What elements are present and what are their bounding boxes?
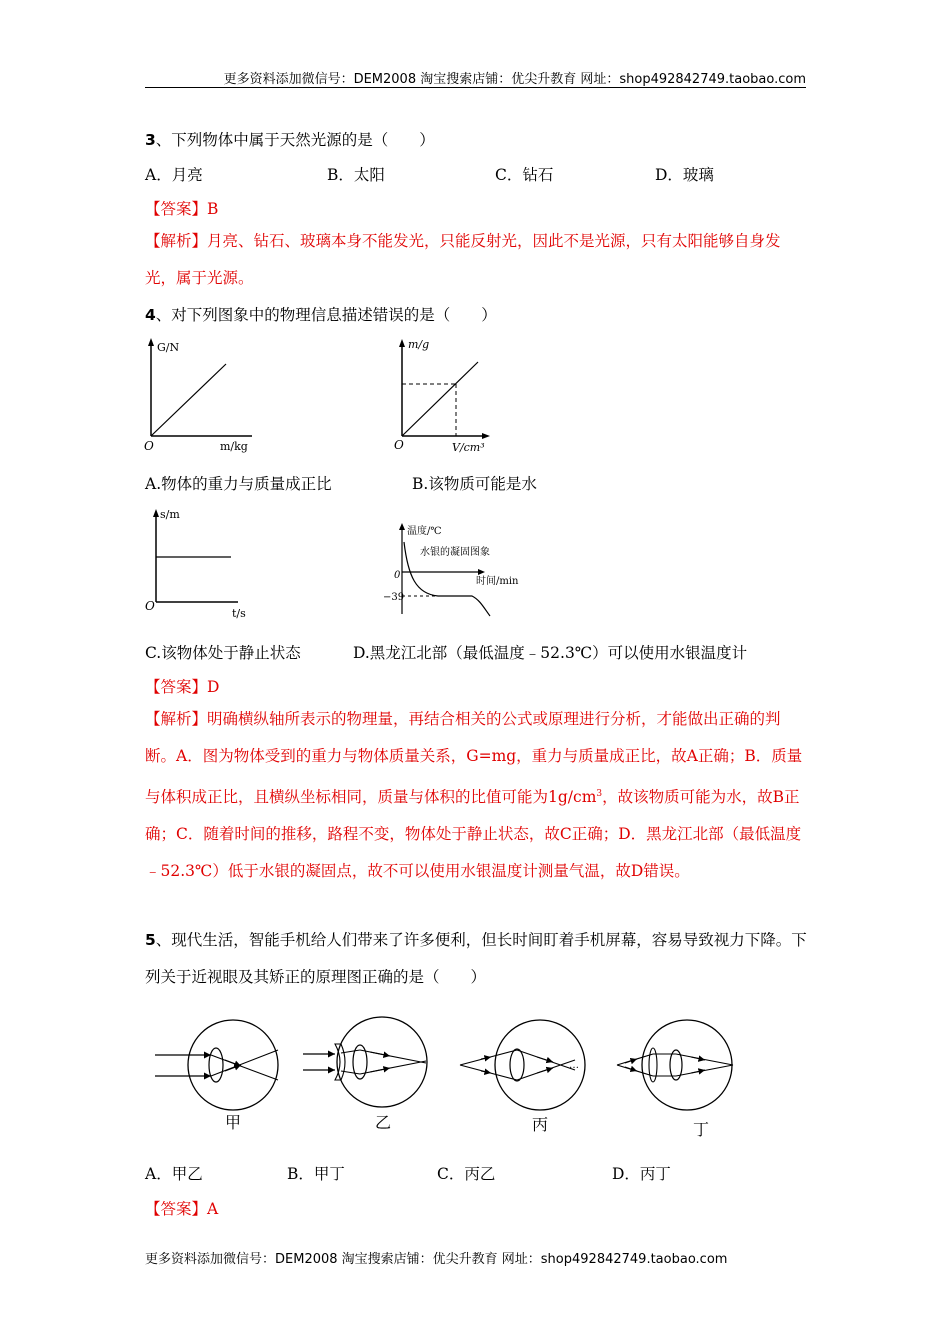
page-footer: 更多资料添加微信号：DEM2008 淘宝搜索店铺：优尖升教育 网址：shop492842749.taobao.com — [145, 1252, 728, 1267]
q5-stem — [145, 922, 807, 997]
q3-stem — [145, 128, 435, 150]
q4-answer-tag: 【答案】 — [145, 678, 208, 696]
graph-a-line — [151, 364, 226, 436]
eye-diagram-jia — [155, 1020, 278, 1110]
graph-d-tick: −39 — [383, 592, 405, 603]
graph-b-xlabel: V/cm³ — [452, 441, 485, 454]
graph-c-xlabel: t/s — [232, 607, 246, 620]
q4-analysis-part1: 【解析】明确横纵轴所表示的物理量，再结合相关的公式或原理进行分析，才能做出正确的判断。A．图为物体受到的重力与物体质量关系，G=mg，重力与质量成正比，故A正确；B．质量与体积成正比，且横纵坐标相同，质量与体积的比值可能为1g/cm — [145, 710, 803, 806]
graph-a-origin: O — [144, 439, 154, 453]
eye-diagram-bing — [460, 1020, 585, 1110]
q5-number: 5 — [145, 931, 156, 949]
q5-stem-text: 、现代生活，智能手机给人们带来了许多便利，但长时间盯着手机屏幕，容易导致视力下降。下列关于近视眼及其矫正的原理图正确的是（ ） — [145, 931, 807, 987]
q3-option-d: D．玻璃 — [655, 166, 714, 184]
graph-d-zero: 0 — [394, 570, 401, 581]
eye-diagram-ding — [617, 1020, 733, 1110]
graph-d-x-arrow-icon — [478, 569, 485, 575]
q3-number: 3 — [145, 131, 156, 149]
graph-b-y-arrow-icon — [399, 339, 405, 347]
graph-d-ylabel: 温度/℃ — [407, 526, 442, 537]
graph-b-x-arrow-icon — [482, 433, 490, 439]
q5-answer-tag: 【答案】 — [145, 1200, 208, 1218]
graph-d-xlabel: 时间/min — [476, 576, 519, 587]
q4-analysis — [145, 701, 807, 891]
graph-c-y-arrow-icon — [153, 509, 159, 517]
graph-b-origin: O — [394, 438, 404, 452]
eye-diagram-yi — [303, 1017, 427, 1107]
q4-number: 4 — [145, 306, 156, 324]
q5-option-d: D．丙丁 — [612, 1165, 671, 1183]
q5-option-b: B．甲丁 — [287, 1165, 345, 1183]
q4-option-b: B.该物质可能是水 — [412, 475, 537, 493]
graph-d-y-arrow-icon — [399, 523, 405, 530]
q4-option-d: D.黑龙江北部（最低温度﹣52.3℃）可以使用水银温度计 — [353, 644, 748, 662]
q4-analysis-part2: ，故该物质可能为水，故B正确；C．随着时间的推移，路程不变，物体处于静止状态，故C正确；D．黑龙江北部（最低温度﹣52.3℃）低于水银的凝固点，故不可以使用水银温度计测量气温，故D错误。 — [145, 787, 802, 881]
graph-d-title: 水银的凝固图象 — [420, 547, 490, 558]
q3-answer — [145, 197, 218, 219]
svg-text:…: … — [569, 1060, 579, 1071]
q3-answer-value: B — [207, 200, 219, 218]
q4-stem — [145, 303, 497, 325]
q5-option-c: C．丙乙 — [437, 1165, 496, 1183]
q3-option-b: B．太阳 — [327, 166, 385, 184]
q4-option-a: A.物体的重力与质量成正比 — [145, 475, 332, 493]
graph-b-ylabel: m/g — [408, 338, 430, 351]
q5-answer-value: A — [207, 1200, 219, 1218]
eye-label-yi: 乙 — [375, 1113, 392, 1132]
q3-stem-text: 、下列物体中属于天然光源的是（ ） — [155, 131, 435, 149]
graph-d-mercury-solidification — [380, 518, 530, 618]
eye-label-bing: 丙 — [532, 1115, 549, 1134]
q4-answer — [145, 675, 219, 697]
graph-c-origin: O — [145, 599, 155, 613]
header-rule — [145, 87, 806, 88]
q3-option-c: C．钻石 — [495, 166, 554, 184]
q4-option-c: C.该物体处于静止状态 — [145, 644, 301, 662]
q4-analysis-sup: 3 — [596, 788, 603, 799]
eye-diagrams — [145, 1010, 745, 1140]
q3-option-a: A．月亮 — [145, 166, 203, 184]
q3-analysis: 【解析】月亮、钻石、玻璃本身不能发光，只能反射光，因此不是光源，只有太阳能够自身发光，属于光源。 — [145, 232, 781, 288]
q5-option-a: A．甲乙 — [145, 1165, 203, 1183]
graph-c-distance-time — [140, 504, 260, 622]
q4-answer-value: D — [207, 678, 220, 696]
page-header: 更多资料添加微信号：DEM2008 淘宝搜索店铺：优尖升教育 网址：shop492842749.taobao.com — [223, 72, 806, 87]
graph-c-ylabel: s/m — [160, 508, 180, 521]
q3-answer-tag: 【答案】 — [145, 200, 208, 218]
eye-label-ding: 丁 — [693, 1120, 710, 1139]
graph-a-xlabel: m/kg — [220, 440, 248, 453]
eye-label-jia: 甲 — [225, 1113, 242, 1132]
q5-answer — [145, 1197, 218, 1219]
graph-b-line — [402, 362, 478, 436]
graph-a-weight-mass — [140, 336, 260, 456]
graph-a-y-arrow-icon — [148, 338, 154, 346]
q4-stem-text: 、对下列图象中的物理信息描述错误的是（ ） — [155, 306, 497, 324]
graph-b-mass-volume — [390, 336, 520, 458]
graph-a-ylabel: G/N — [157, 341, 180, 354]
